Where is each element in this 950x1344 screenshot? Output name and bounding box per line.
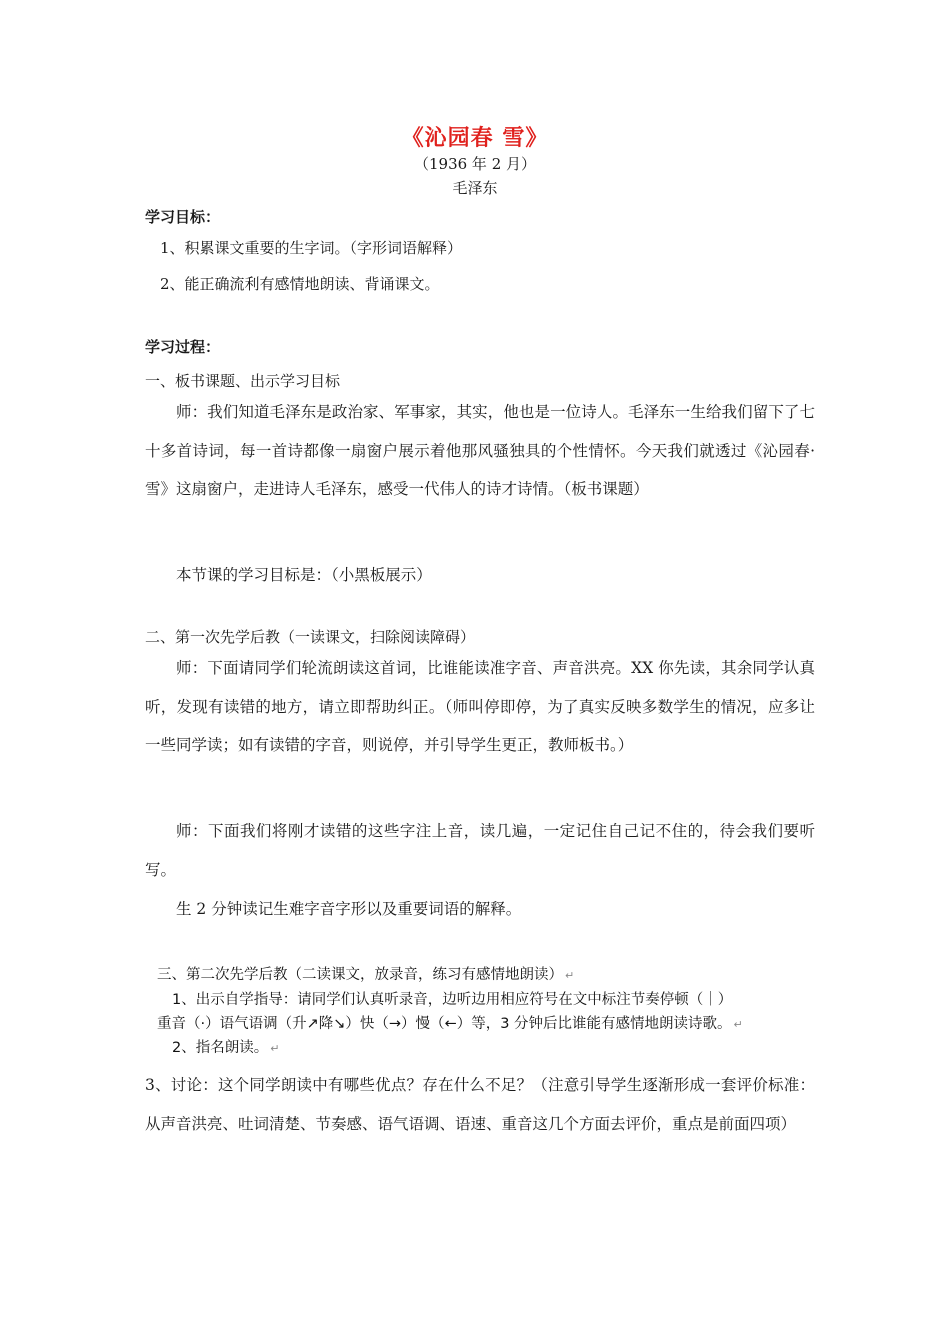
return-mark-icon: ↵ xyxy=(733,1018,743,1031)
section3-line-3 xyxy=(172,1036,279,1057)
section3-title-text: 三、第二次先学后教（二读课文，放录音，练习有感情地朗读） xyxy=(157,967,563,983)
section2-paragraph-2: 师：下面我们将刚才读错的这些字注上音，读几遍，一定记住自己记不住的，待会我们要听写。 xyxy=(145,822,815,879)
section1-title: 一、板书课题、出示学习目标 xyxy=(145,372,341,390)
objectives-heading: 学习目标： xyxy=(145,208,221,226)
section3-line-3-text: 2、指名朗读。 xyxy=(172,1040,269,1056)
section2-paragraph-1: 师：下面请同学们轮流朗读这首词，比谁能读准字音、声音洪亮。XX 你先读，其余同学认真听，发现有读错的地方，请立即帮助纠正。（师叫停即停，为了真实反映多数学生的情况，应多让一些同学读；如有读错的字音，则说停，并引导学生更正，教师板书。） xyxy=(145,659,815,754)
section3-discussion: 3、讨论：这个同学朗读中有哪些优点？存在什么不足？（注意引导学生逐渐形成一套评价标准：从声音洪亮、吐词清楚、节奏感、语气语调、语速、重音这几个方面去评价，重点是前面四项） xyxy=(145,1076,815,1133)
objective-item-1: 1、积累课文重要的生字词。（字形词语解释） xyxy=(160,239,463,257)
section2-paragraph-3: 生 2 分钟读记生难字音字形以及重要词语的解释。 xyxy=(176,900,522,918)
poem-author: 毛泽东 xyxy=(452,179,498,197)
section1-paragraph-1: 师：我们知道毛泽东是政治家、军事家，其实，他也是一位诗人。毛泽东一生给我们留下了七十多首诗词，每一首诗都像一扇窗户展示着他那风骚独具的个性情怀。今天我们就透过《沁园春·雪》这扇窗户，走进诗人毛泽东，感受一代伟人的诗才诗情。（板书课题） xyxy=(145,403,815,498)
section3-line-1: 1、出示自学指导：请同学们认真听录音，边听边用相应符号在文中标注节奏停顿（｜） xyxy=(172,992,733,1008)
section3-title xyxy=(157,963,574,984)
section3-line-2-text: 重音（·）语气语调（升↗降↘）快（→）慢（←）等，3 分钟后比谁能有感情地朗读诗歌。 xyxy=(157,1016,732,1032)
return-mark-icon: ↵ xyxy=(270,1042,280,1055)
poem-title: 《沁园春 雪》 xyxy=(401,125,549,151)
return-mark-icon: ↵ xyxy=(565,969,575,982)
section3-line-2 xyxy=(157,1012,743,1033)
objective-item-2: 2、能正确流利有感情地朗读、背诵课文。 xyxy=(160,275,440,293)
section1-paragraph-2: 本节课的学习目标是：（小黑板展示） xyxy=(176,566,432,584)
section2-title: 二、第一次先学后教（一读课文，扫除阅读障碍） xyxy=(145,628,476,646)
poem-date: （1936 年 2 月） xyxy=(413,155,537,173)
process-heading: 学习过程： xyxy=(145,338,221,356)
